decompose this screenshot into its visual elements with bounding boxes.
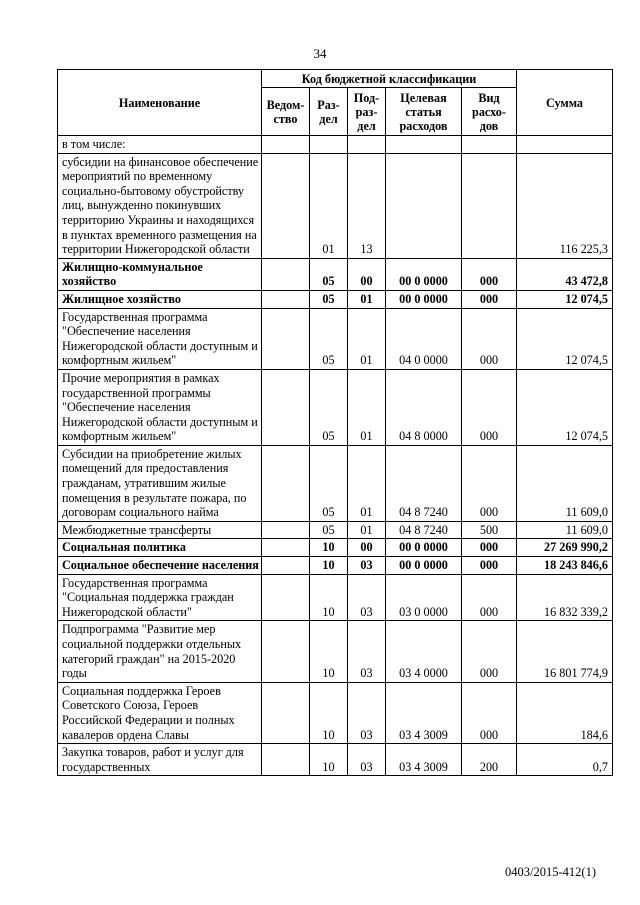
row-name: Подпрограмма "Развитие мер социальной поддержки отдельных категорий граждан" на 2015-2020 годы xyxy=(58,621,262,682)
row-vedomstvo xyxy=(262,682,310,743)
row-name: Социальное обеспечение населения xyxy=(58,557,262,575)
table-row xyxy=(58,369,613,445)
row-sum: 18 243 846,6 xyxy=(517,557,613,575)
row-sum: 184,6 xyxy=(517,682,613,743)
row-target-article: 03 4 3009 xyxy=(386,744,462,776)
row-vedomstvo xyxy=(262,136,310,154)
row-podrazdel: 01 xyxy=(348,290,386,308)
table-row xyxy=(58,308,613,369)
row-razdel: 10 xyxy=(310,539,348,557)
row-razdel: 05 xyxy=(310,369,348,445)
row-target-article: 04 8 7240 xyxy=(386,445,462,521)
header-target-article: Целевая статья расходов xyxy=(386,88,462,136)
row-vedomstvo xyxy=(262,557,310,575)
row-podrazdel: 01 xyxy=(348,521,386,539)
row-razdel: 10 xyxy=(310,744,348,776)
header-name: Наименование xyxy=(58,70,262,136)
row-podrazdel: 00 xyxy=(348,539,386,557)
header-vedomstvo: Ведом-ство xyxy=(262,88,310,136)
row-podrazdel: 03 xyxy=(348,574,386,621)
row-target-article: 04 8 0000 xyxy=(386,369,462,445)
table-row xyxy=(58,621,613,682)
row-expense-type: 000 xyxy=(462,369,517,445)
row-podrazdel: 01 xyxy=(348,369,386,445)
row-podrazdel: 13 xyxy=(348,153,386,258)
row-vedomstvo xyxy=(262,153,310,258)
row-target-article: 00 0 0000 xyxy=(386,557,462,575)
row-sum: 0,7 xyxy=(517,744,613,776)
row-vedomstvo xyxy=(262,521,310,539)
row-sum: 116 225,3 xyxy=(517,153,613,258)
row-name: Жилищное хозяйство xyxy=(58,290,262,308)
header-razdel: Раз-дел xyxy=(310,88,348,136)
header-expense-type: Вид расхо-дов xyxy=(462,88,517,136)
row-expense-type xyxy=(462,136,517,154)
row-expense-type: 000 xyxy=(462,682,517,743)
row-razdel: 05 xyxy=(310,290,348,308)
row-razdel: 05 xyxy=(310,258,348,290)
row-razdel: 01 xyxy=(310,153,348,258)
row-vedomstvo xyxy=(262,445,310,521)
row-target-article: 00 0 0000 xyxy=(386,539,462,557)
header-code-group: Код бюджетной классификации xyxy=(262,70,517,88)
row-expense-type xyxy=(462,153,517,258)
row-vedomstvo xyxy=(262,258,310,290)
document-code: 0403/2015-412(1) xyxy=(505,865,596,879)
row-vedomstvo xyxy=(262,621,310,682)
row-target-article: 03 4 0000 xyxy=(386,621,462,682)
row-expense-type: 500 xyxy=(462,521,517,539)
row-name: субсидии на финансовое обеспечение мероприятий по временному социально-бытовому обустройству лиц, вынужденно покинувших территорию Украины и находящихся в пунктах временного размещения на территории Нижегородской области xyxy=(58,153,262,258)
table-row xyxy=(58,682,613,743)
header-podrazdel: Под-раз-дел xyxy=(348,88,386,136)
row-razdel: 05 xyxy=(310,308,348,369)
table-row xyxy=(58,744,613,776)
row-vedomstvo xyxy=(262,539,310,557)
row-target-article: 03 4 3009 xyxy=(386,682,462,743)
row-target-article: 00 0 0000 xyxy=(386,258,462,290)
row-podrazdel: 01 xyxy=(348,445,386,521)
row-sum: 16 801 774,9 xyxy=(517,621,613,682)
row-name: Жилищно-коммунальное хозяйство xyxy=(58,258,262,290)
row-name: в том числе: xyxy=(58,136,262,154)
header-sum: Сумма xyxy=(517,70,613,136)
row-expense-type: 000 xyxy=(462,574,517,621)
table-row xyxy=(58,557,613,575)
row-podrazdel: 03 xyxy=(348,557,386,575)
row-razdel: 10 xyxy=(310,574,348,621)
row-podrazdel xyxy=(348,136,386,154)
row-target-article xyxy=(386,136,462,154)
budget-table xyxy=(57,69,613,776)
table-row xyxy=(58,539,613,557)
row-name: Закупка товаров, работ и услуг для государственных xyxy=(58,744,262,776)
row-name: Прочие мероприятия в рамках государственной программы "Обеспечение населения Нижегородской области доступным и комфортным жильем" xyxy=(58,369,262,445)
row-name: Субсидии на приобретение жилых помещений для предоставления гражданам, утратившим жилые помещения в результате пожара, по договорам социального найма xyxy=(58,445,262,521)
row-sum: 12 074,5 xyxy=(517,308,613,369)
table-row xyxy=(58,153,613,258)
row-sum: 27 269 990,2 xyxy=(517,539,613,557)
row-razdel: 10 xyxy=(310,682,348,743)
table-row xyxy=(58,574,613,621)
row-expense-type: 000 xyxy=(462,258,517,290)
row-razdel: 05 xyxy=(310,521,348,539)
row-podrazdel: 01 xyxy=(348,308,386,369)
row-expense-type: 000 xyxy=(462,539,517,557)
row-name: Социальная политика xyxy=(58,539,262,557)
row-sum: 16 832 339,2 xyxy=(517,574,613,621)
row-expense-type: 000 xyxy=(462,445,517,521)
row-sum: 43 472,8 xyxy=(517,258,613,290)
table-row xyxy=(58,136,613,154)
table-row xyxy=(58,258,613,290)
row-sum: 12 074,5 xyxy=(517,369,613,445)
row-razdel xyxy=(310,136,348,154)
row-podrazdel: 03 xyxy=(348,744,386,776)
row-name: Государственная программа "Обеспечение населения Нижегородской области доступным и комфортным жильем" xyxy=(58,308,262,369)
row-sum: 11 609,0 xyxy=(517,521,613,539)
row-target-article: 04 8 7240 xyxy=(386,521,462,539)
row-expense-type: 000 xyxy=(462,308,517,369)
row-expense-type: 000 xyxy=(462,621,517,682)
row-vedomstvo xyxy=(262,308,310,369)
row-razdel: 10 xyxy=(310,621,348,682)
row-target-article: 03 0 0000 xyxy=(386,574,462,621)
row-vedomstvo xyxy=(262,369,310,445)
table-row xyxy=(58,521,613,539)
row-razdel: 10 xyxy=(310,557,348,575)
table-row xyxy=(58,445,613,521)
row-podrazdel: 00 xyxy=(348,258,386,290)
row-vedomstvo xyxy=(262,290,310,308)
row-name: Межбюджетные трансферты xyxy=(58,521,262,539)
row-name: Социальная поддержка Героев Советского Союза, Героев Российской Федерации и полных кавалеров ордена Славы xyxy=(58,682,262,743)
row-podrazdel: 03 xyxy=(348,682,386,743)
row-target-article: 04 0 0000 xyxy=(386,308,462,369)
page-number: 34 xyxy=(313,46,327,61)
row-vedomstvo xyxy=(262,574,310,621)
row-expense-type: 000 xyxy=(462,290,517,308)
row-razdel: 05 xyxy=(310,445,348,521)
row-target-article: 00 0 0000 xyxy=(386,290,462,308)
row-expense-type: 000 xyxy=(462,557,517,575)
row-vedomstvo xyxy=(262,744,310,776)
row-sum: 11 609,0 xyxy=(517,445,613,521)
table-row xyxy=(58,290,613,308)
row-podrazdel: 03 xyxy=(348,621,386,682)
row-sum xyxy=(517,136,613,154)
row-sum: 12 074,5 xyxy=(517,290,613,308)
row-name: Государственная программа "Социальная поддержка граждан Нижегородской области" xyxy=(58,574,262,621)
row-expense-type: 200 xyxy=(462,744,517,776)
row-target-article xyxy=(386,153,462,258)
